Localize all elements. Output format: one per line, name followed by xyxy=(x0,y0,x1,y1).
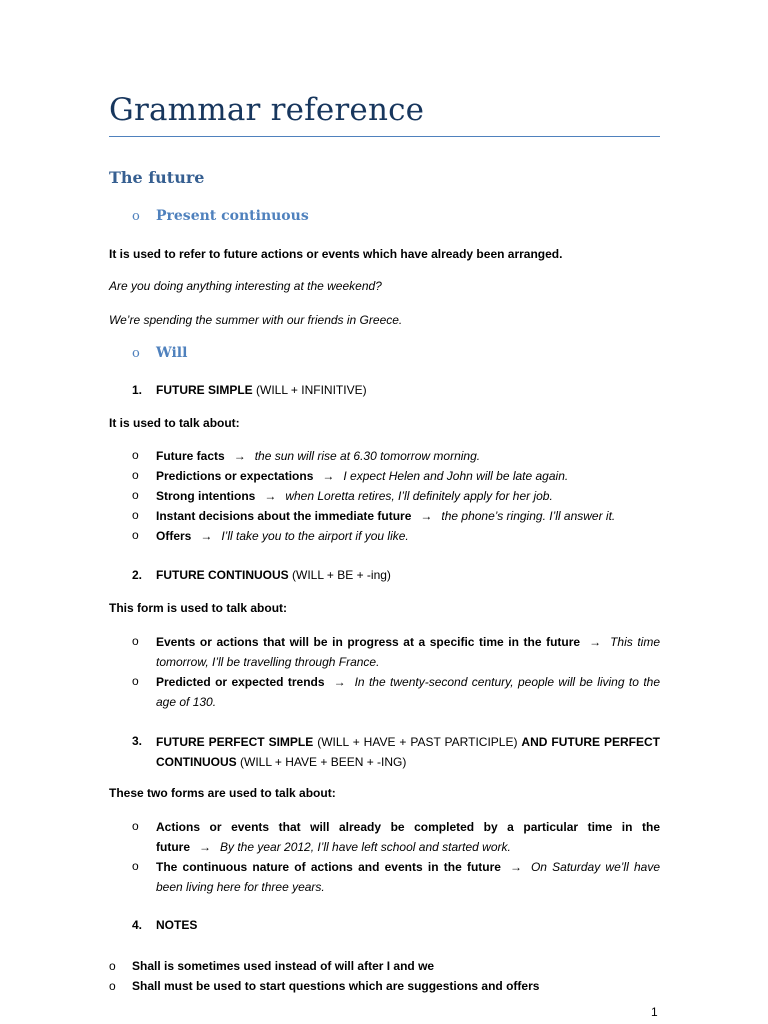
item-number: 1. xyxy=(132,383,143,397)
subheading-text: Will xyxy=(156,345,188,361)
arrow-icon: → xyxy=(322,469,335,483)
list-item: Instant decisions about the immediate future → the phone’s ringing. I’ll answer it. xyxy=(156,509,616,523)
bullet-marker: o xyxy=(132,448,139,462)
arrow-icon: → xyxy=(200,529,213,543)
item-heading-notes: NOTES xyxy=(156,918,198,932)
pc-intro: It is used to refer to future actions or events which have already been arranged. xyxy=(109,247,563,261)
bullet-marker: o xyxy=(109,959,116,973)
bullet-marker: o xyxy=(132,819,139,833)
list-item: Actions or events that will already be completed by a particular time in the future → By the year 2012, I’ll have left school and started work. xyxy=(156,820,660,854)
list-item: Predicted or expected trends → In the twenty-second century, people will be living to the age of 130. xyxy=(156,675,660,709)
list-item: Strong intentions → when Loretta retires, I’ll definitely apply for her job. xyxy=(156,489,553,503)
bullet-marker: o xyxy=(132,488,139,502)
bullet-marker: o xyxy=(109,979,116,993)
subheading-will xyxy=(132,345,187,361)
bullet-marker: o xyxy=(132,674,139,688)
section-heading: The future xyxy=(109,168,205,187)
subheading-present-continuous xyxy=(132,208,309,224)
page-number: 1 xyxy=(651,1005,658,1019)
bullet-marker: o xyxy=(132,528,139,542)
pc-example-2: We’re spending the summer with our friends in Greece. xyxy=(109,313,403,327)
subheading-bullet: o xyxy=(132,346,140,361)
fc-intro: This form is used to talk about: xyxy=(109,601,288,615)
note-item: Shall is sometimes used instead of will after I and we xyxy=(132,959,435,973)
list-item: Predictions or expectations → I expect Helen and John will be late again. xyxy=(156,469,569,483)
arrow-icon: → xyxy=(233,449,246,463)
arrow-icon: → xyxy=(509,860,522,874)
item-heading-future-continuous: FUTURE CONTINUOUS (WILL + BE + -ing) xyxy=(156,568,391,582)
subheading-text: Present continuous xyxy=(156,208,309,224)
fs-intro: It is used to talk about: xyxy=(109,416,240,430)
list-item: Events or actions that will be in progress at a specific time in the future → This time tomorrow, I’ll be travelling through France. xyxy=(156,635,660,669)
item-heading-future-perfect: FUTURE PERFECT SIMPLE (WILL + HAVE + PAST PARTICIPLE) AND FUTURE PERFECT CONTINUOUS (WILL + HAVE + BEEN + -ING) xyxy=(156,735,660,769)
bullet-marker: o xyxy=(132,508,139,522)
item-number: 4. xyxy=(132,918,143,932)
list-item: The continuous nature of actions and events in the future → On Saturday we’ll have been living here for three years. xyxy=(156,860,660,894)
page-title: Grammar reference xyxy=(109,92,425,128)
arrow-icon: → xyxy=(264,489,277,503)
arrow-icon: → xyxy=(420,509,433,523)
item-heading-future-simple: FUTURE SIMPLE (WILL + INFINITIVE) xyxy=(156,383,367,397)
arrow-icon: → xyxy=(589,635,602,649)
pc-example-1: Are you doing anything interesting at the weekend? xyxy=(109,279,382,293)
note-item: Shall must be used to start questions which are suggestions and offers xyxy=(132,979,540,993)
item-number: 3. xyxy=(132,734,143,748)
title-underline xyxy=(109,136,660,137)
bullet-marker: o xyxy=(132,634,139,648)
bullet-marker: o xyxy=(132,859,139,873)
fp-intro: These two forms are used to talk about: xyxy=(109,786,336,800)
list-item: Offers → I’ll take you to the airport if you like. xyxy=(156,529,409,543)
bullet-marker: o xyxy=(132,468,139,482)
subheading-bullet: o xyxy=(132,209,140,224)
list-item: Future facts → the sun will rise at 6.30 tomorrow morning. xyxy=(156,449,481,463)
arrow-icon: → xyxy=(333,675,346,689)
arrow-icon: → xyxy=(199,840,211,854)
item-number: 2. xyxy=(132,568,143,582)
